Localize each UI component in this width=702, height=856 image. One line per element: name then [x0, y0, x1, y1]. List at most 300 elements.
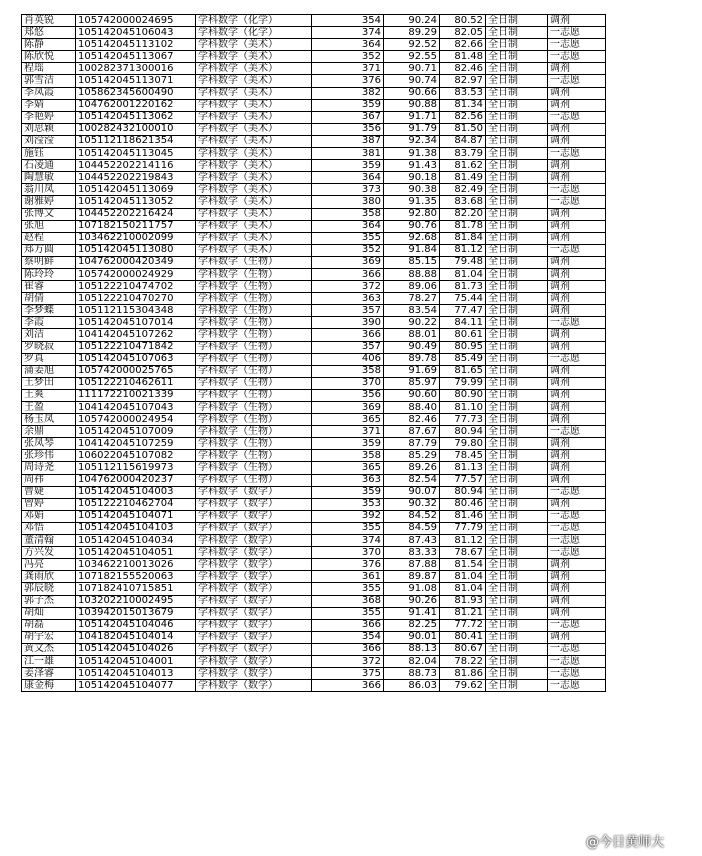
retest-score-cell: 85.15 — [384, 256, 440, 268]
retest-score-cell: 91.71 — [384, 111, 440, 123]
admission-type-cell: 调剂 — [548, 123, 606, 135]
study-mode-cell: 全日制 — [486, 87, 548, 99]
name-cell: 王梦田 — [22, 377, 76, 389]
total-score-cell: 80.61 — [440, 329, 486, 341]
admission-type-cell: 一志愿 — [548, 39, 606, 51]
major-cell: 学科数学（生物） — [196, 474, 312, 486]
retest-score-cell: 89.06 — [384, 281, 440, 293]
major-cell: 学科数学（生物） — [196, 268, 312, 280]
retest-score-cell: 87.67 — [384, 426, 440, 438]
major-cell: 学科数学（美术） — [196, 111, 312, 123]
admission-type-cell: 调剂 — [548, 595, 606, 607]
table-row — [22, 123, 606, 135]
study-mode-cell: 全日制 — [486, 15, 548, 27]
major-cell: 学科数学（生物） — [196, 293, 312, 305]
prelim-score-cell: 357 — [312, 305, 384, 317]
total-score-cell: 83.68 — [440, 196, 486, 208]
prelim-score-cell: 366 — [312, 619, 384, 631]
prelim-score-cell: 359 — [312, 99, 384, 111]
exam-id-cell: 100282371300016 — [76, 63, 196, 75]
table-row — [22, 680, 606, 692]
prelim-score-cell: 371 — [312, 63, 384, 75]
total-score-cell: 82.49 — [440, 184, 486, 196]
total-score-cell: 80.95 — [440, 341, 486, 353]
total-score-cell: 80.52 — [440, 15, 486, 27]
study-mode-cell: 全日制 — [486, 317, 548, 329]
exam-id-cell: 107182150211757 — [76, 220, 196, 232]
study-mode-cell: 全日制 — [486, 148, 548, 160]
exam-id-cell: 104142045107043 — [76, 402, 196, 414]
major-cell: 学科数学（生物） — [196, 365, 312, 377]
admission-type-cell: 一志愿 — [548, 547, 606, 559]
major-cell: 学科数学（美术） — [196, 123, 312, 135]
exam-id-cell: 105742000024954 — [76, 414, 196, 426]
prelim-score-cell: 374 — [312, 535, 384, 547]
admission-type-cell: 调剂 — [548, 220, 606, 232]
major-cell: 学科数学（数学） — [196, 655, 312, 667]
total-score-cell: 81.62 — [440, 160, 486, 172]
retest-score-cell: 78.27 — [384, 293, 440, 305]
study-mode-cell: 全日制 — [486, 680, 548, 692]
exam-id-cell: 105142045113062 — [76, 111, 196, 123]
table-row — [22, 232, 606, 244]
major-cell: 学科数学（美术） — [196, 87, 312, 99]
prelim-score-cell: 354 — [312, 15, 384, 27]
exam-id-cell: 104142045107259 — [76, 438, 196, 450]
name-cell: 周诗尧 — [22, 462, 76, 474]
total-score-cell: 80.67 — [440, 643, 486, 655]
total-score-cell: 77.79 — [440, 522, 486, 534]
table-row — [22, 244, 606, 256]
retest-score-cell: 92.68 — [384, 232, 440, 244]
name-cell: 王盈 — [22, 402, 76, 414]
retest-score-cell: 85.29 — [384, 450, 440, 462]
admission-type-cell: 调剂 — [548, 305, 606, 317]
study-mode-cell: 全日制 — [486, 232, 548, 244]
admission-type-cell: 调剂 — [548, 474, 606, 486]
total-score-cell: 79.99 — [440, 377, 486, 389]
total-score-cell: 81.73 — [440, 281, 486, 293]
study-mode-cell: 全日制 — [486, 184, 548, 196]
study-mode-cell: 全日制 — [486, 668, 548, 680]
table-row — [22, 668, 606, 680]
study-mode-cell: 全日制 — [486, 643, 548, 655]
major-cell: 学科数学（数学） — [196, 631, 312, 643]
admission-type-cell: 调剂 — [548, 631, 606, 643]
retest-score-cell: 88.13 — [384, 643, 440, 655]
name-cell: 郑方圆 — [22, 244, 76, 256]
table-row — [22, 450, 606, 462]
table-row — [22, 583, 606, 595]
major-cell: 学科数学（数学） — [196, 680, 312, 692]
table-row — [22, 63, 606, 75]
admission-type-cell: 一志愿 — [548, 535, 606, 547]
admission-type-cell: 调剂 — [548, 15, 606, 27]
table-row — [22, 75, 606, 87]
exam-id-cell: 105112118621354 — [76, 135, 196, 147]
exam-id-cell: 105142045113080 — [76, 244, 196, 256]
admission-type-cell: 调剂 — [548, 256, 606, 268]
major-cell: 学科数学（数学） — [196, 547, 312, 559]
major-cell: 学科数学（美术） — [196, 51, 312, 63]
study-mode-cell: 全日制 — [486, 426, 548, 438]
total-score-cell: 79.62 — [440, 680, 486, 692]
admission-type-cell: 一志愿 — [548, 148, 606, 160]
name-cell: 冯亮 — [22, 559, 76, 571]
table-row — [22, 571, 606, 583]
study-mode-cell: 全日制 — [486, 583, 548, 595]
prelim-score-cell: 374 — [312, 27, 384, 39]
name-cell: 石凌通 — [22, 160, 76, 172]
study-mode-cell: 全日制 — [486, 196, 548, 208]
admission-type-cell: 调剂 — [548, 135, 606, 147]
total-score-cell: 81.04 — [440, 268, 486, 280]
exam-id-cell: 105142045104001 — [76, 655, 196, 667]
exam-id-cell: 103942015013679 — [76, 607, 196, 619]
study-mode-cell: 全日制 — [486, 438, 548, 450]
retest-score-cell: 84.59 — [384, 522, 440, 534]
total-score-cell: 77.73 — [440, 414, 486, 426]
retest-score-cell: 88.73 — [384, 668, 440, 680]
table-row — [22, 377, 606, 389]
study-mode-cell: 全日制 — [486, 486, 548, 498]
exam-id-cell: 105142045107063 — [76, 353, 196, 365]
total-score-cell: 78.67 — [440, 547, 486, 559]
name-cell: 赵程 — [22, 232, 76, 244]
total-score-cell: 81.93 — [440, 595, 486, 607]
major-cell: 学科数学（数学） — [196, 595, 312, 607]
admission-type-cell: 调剂 — [548, 365, 606, 377]
major-cell: 学科数学（生物） — [196, 450, 312, 462]
table-row — [22, 293, 606, 305]
exam-id-cell: 104452202219843 — [76, 172, 196, 184]
name-cell: 邓娟 — [22, 510, 76, 522]
admission-type-cell: 调剂 — [548, 571, 606, 583]
table-row — [22, 462, 606, 474]
name-cell: 陈欣悦 — [22, 51, 76, 63]
major-cell: 学科数学（生物） — [196, 305, 312, 317]
name-cell: 李婧 — [22, 99, 76, 111]
table-row — [22, 438, 606, 450]
exam-id-cell: 103202210002495 — [76, 595, 196, 607]
total-score-cell: 77.47 — [440, 305, 486, 317]
exam-id-cell: 105142045113102 — [76, 39, 196, 51]
table-row — [22, 27, 606, 39]
study-mode-cell: 全日制 — [486, 39, 548, 51]
prelim-score-cell: 353 — [312, 498, 384, 510]
admission-type-cell: 调剂 — [548, 208, 606, 220]
name-cell: 董清翰 — [22, 535, 76, 547]
total-score-cell: 82.05 — [440, 27, 486, 39]
table-row — [22, 402, 606, 414]
admission-type-cell: 一志愿 — [548, 27, 606, 39]
total-score-cell: 81.84 — [440, 232, 486, 244]
exam-id-cell: 104142045107262 — [76, 329, 196, 341]
name-cell: 余鼎 — [22, 426, 76, 438]
admission-type-cell: 一志愿 — [548, 680, 606, 692]
retest-score-cell: 86.03 — [384, 680, 440, 692]
name-cell: 李凤霞 — [22, 87, 76, 99]
name-cell: 郑悠 — [22, 27, 76, 39]
total-score-cell: 81.54 — [440, 559, 486, 571]
exam-id-cell: 106022045107082 — [76, 450, 196, 462]
retest-score-cell: 91.84 — [384, 244, 440, 256]
admission-type-cell: 调剂 — [548, 329, 606, 341]
study-mode-cell: 全日制 — [486, 631, 548, 643]
major-cell: 学科数学（美术） — [196, 220, 312, 232]
name-cell: 蒲姜旭 — [22, 365, 76, 377]
name-cell: 张旭 — [22, 220, 76, 232]
name-cell: 胡倩 — [22, 293, 76, 305]
table-row — [22, 111, 606, 123]
prelim-score-cell: 364 — [312, 220, 384, 232]
admission-type-cell: 一志愿 — [548, 426, 606, 438]
prelim-score-cell: 366 — [312, 680, 384, 692]
retest-score-cell: 89.87 — [384, 571, 440, 583]
study-mode-cell: 全日制 — [486, 498, 548, 510]
exam-id-cell: 104762000420349 — [76, 256, 196, 268]
study-mode-cell: 全日制 — [486, 402, 548, 414]
major-cell: 学科数学（生物） — [196, 317, 312, 329]
table-row — [22, 148, 606, 160]
admission-type-cell: 调剂 — [548, 293, 606, 305]
admission-type-cell: 一志愿 — [548, 668, 606, 680]
total-score-cell: 81.12 — [440, 535, 486, 547]
prelim-score-cell: 372 — [312, 655, 384, 667]
table-row — [22, 426, 606, 438]
name-cell: 陶慧敏 — [22, 172, 76, 184]
retest-score-cell: 92.55 — [384, 51, 440, 63]
major-cell: 学科数学（美术） — [196, 135, 312, 147]
admission-type-cell: 一志愿 — [548, 522, 606, 534]
retest-score-cell: 91.43 — [384, 160, 440, 172]
study-mode-cell: 全日制 — [486, 547, 548, 559]
prelim-score-cell: 367 — [312, 111, 384, 123]
total-score-cell: 82.56 — [440, 111, 486, 123]
major-cell: 学科数学（美术） — [196, 208, 312, 220]
name-cell: 肖英锐 — [22, 15, 76, 27]
table-row — [22, 559, 606, 571]
retest-score-cell: 88.01 — [384, 329, 440, 341]
name-cell: 崔睿 — [22, 281, 76, 293]
admission-type-cell: 一志愿 — [548, 655, 606, 667]
retest-score-cell: 84.52 — [384, 510, 440, 522]
name-cell: 蔡明鲜 — [22, 256, 76, 268]
study-mode-cell: 全日制 — [486, 244, 548, 256]
prelim-score-cell: 368 — [312, 595, 384, 607]
admission-type-cell: 调剂 — [548, 377, 606, 389]
exam-id-cell: 105142045113071 — [76, 75, 196, 87]
exam-id-cell: 100282432100010 — [76, 123, 196, 135]
study-mode-cell: 全日制 — [486, 474, 548, 486]
study-mode-cell: 全日制 — [486, 111, 548, 123]
exam-id-cell: 105142045104051 — [76, 547, 196, 559]
exam-id-cell: 105142045104071 — [76, 510, 196, 522]
study-mode-cell: 全日制 — [486, 353, 548, 365]
study-mode-cell: 全日制 — [486, 329, 548, 341]
prelim-score-cell: 381 — [312, 148, 384, 160]
table-row — [22, 172, 606, 184]
retest-score-cell: 87.43 — [384, 535, 440, 547]
admission-type-cell: 一志愿 — [548, 510, 606, 522]
total-score-cell: 81.21 — [440, 607, 486, 619]
prelim-score-cell: 364 — [312, 39, 384, 51]
retest-score-cell: 89.26 — [384, 462, 440, 474]
retest-score-cell: 89.29 — [384, 27, 440, 39]
major-cell: 学科数学（数学） — [196, 643, 312, 655]
major-cell: 学科数学（数学） — [196, 619, 312, 631]
prelim-score-cell: 358 — [312, 450, 384, 462]
admission-type-cell: 一志愿 — [548, 51, 606, 63]
major-cell: 学科数学（生物） — [196, 281, 312, 293]
table-row — [22, 510, 606, 522]
table-row — [22, 389, 606, 401]
exam-id-cell: 104762000420237 — [76, 474, 196, 486]
major-cell: 学科数学（数学） — [196, 522, 312, 534]
exam-id-cell: 105122210470270 — [76, 293, 196, 305]
retest-score-cell: 90.01 — [384, 631, 440, 643]
exam-id-cell: 105142045113045 — [76, 148, 196, 160]
admission-type-cell: 调剂 — [548, 462, 606, 474]
prelim-score-cell: 371 — [312, 426, 384, 438]
major-cell: 学科数学（化学） — [196, 15, 312, 27]
admission-type-cell: 一志愿 — [548, 317, 606, 329]
study-mode-cell: 全日制 — [486, 281, 548, 293]
prelim-score-cell: 390 — [312, 317, 384, 329]
study-mode-cell: 全日制 — [486, 559, 548, 571]
table-row — [22, 643, 606, 655]
admission-table — [21, 14, 606, 692]
study-mode-cell: 全日制 — [486, 619, 548, 631]
major-cell: 学科数学（生物） — [196, 353, 312, 365]
exam-id-cell: 104762001220162 — [76, 99, 196, 111]
study-mode-cell: 全日制 — [486, 208, 548, 220]
total-score-cell: 84.11 — [440, 317, 486, 329]
retest-score-cell: 90.26 — [384, 595, 440, 607]
table-row — [22, 595, 606, 607]
name-cell: 胡宇宏 — [22, 631, 76, 643]
name-cell: 曾婷 — [22, 498, 76, 510]
retest-score-cell: 90.22 — [384, 317, 440, 329]
name-cell: 张博文 — [22, 208, 76, 220]
table-row — [22, 15, 606, 27]
prelim-score-cell: 370 — [312, 547, 384, 559]
major-cell: 学科数学（美术） — [196, 160, 312, 172]
table-row — [22, 655, 606, 667]
total-score-cell: 80.94 — [440, 426, 486, 438]
exam-id-cell: 107182410715851 — [76, 583, 196, 595]
major-cell: 学科数学（数学） — [196, 535, 312, 547]
prelim-score-cell: 406 — [312, 353, 384, 365]
table-row — [22, 135, 606, 147]
study-mode-cell: 全日制 — [486, 63, 548, 75]
prelim-score-cell: 369 — [312, 402, 384, 414]
admission-type-cell: 调剂 — [548, 559, 606, 571]
name-cell: 张凤琴 — [22, 438, 76, 450]
major-cell: 学科数学（美术） — [196, 39, 312, 51]
exam-id-cell: 105142045104046 — [76, 619, 196, 631]
retest-score-cell: 91.69 — [384, 365, 440, 377]
name-cell: 胡磊 — [22, 619, 76, 631]
name-cell: 龚雨欣 — [22, 571, 76, 583]
total-score-cell: 82.46 — [440, 63, 486, 75]
name-cell: 刘滢滢 — [22, 135, 76, 147]
name-cell: 郭辰晓 — [22, 583, 76, 595]
prelim-score-cell: 356 — [312, 123, 384, 135]
total-score-cell: 81.65 — [440, 365, 486, 377]
admission-type-cell: 调剂 — [548, 498, 606, 510]
major-cell: 学科数学（美术） — [196, 196, 312, 208]
retest-score-cell: 88.40 — [384, 402, 440, 414]
admission-type-cell: 调剂 — [548, 232, 606, 244]
table-row — [22, 329, 606, 341]
retest-score-cell: 90.24 — [384, 15, 440, 27]
major-cell: 学科数学（数学） — [196, 498, 312, 510]
exam-id-cell: 104452202214116 — [76, 160, 196, 172]
exam-id-cell: 105142045107009 — [76, 426, 196, 438]
prelim-score-cell: 372 — [312, 281, 384, 293]
table-row — [22, 607, 606, 619]
retest-score-cell: 82.54 — [384, 474, 440, 486]
major-cell: 学科数学（生物） — [196, 462, 312, 474]
exam-id-cell: 105142045113067 — [76, 51, 196, 63]
admission-type-cell: 调剂 — [548, 341, 606, 353]
retest-score-cell: 87.88 — [384, 559, 440, 571]
prelim-score-cell: 380 — [312, 196, 384, 208]
table-row — [22, 39, 606, 51]
total-score-cell: 81.48 — [440, 51, 486, 63]
study-mode-cell: 全日制 — [486, 535, 548, 547]
total-score-cell: 80.90 — [440, 389, 486, 401]
table-row — [22, 220, 606, 232]
study-mode-cell: 全日制 — [486, 450, 548, 462]
prelim-score-cell: 352 — [312, 51, 384, 63]
prelim-score-cell: 382 — [312, 87, 384, 99]
prelim-score-cell: 354 — [312, 631, 384, 643]
study-mode-cell: 全日制 — [486, 160, 548, 172]
total-score-cell: 80.41 — [440, 631, 486, 643]
total-score-cell: 78.45 — [440, 450, 486, 462]
name-cell: 陈静 — [22, 39, 76, 51]
prelim-score-cell: 363 — [312, 474, 384, 486]
table-row — [22, 256, 606, 268]
table-row — [22, 631, 606, 643]
study-mode-cell: 全日制 — [486, 135, 548, 147]
admission-type-cell: 调剂 — [548, 583, 606, 595]
major-cell: 学科数学（美术） — [196, 63, 312, 75]
name-cell: 杨玉凤 — [22, 414, 76, 426]
admission-type-cell: 调剂 — [548, 389, 606, 401]
prelim-score-cell: 356 — [312, 389, 384, 401]
study-mode-cell: 全日制 — [486, 655, 548, 667]
study-mode-cell: 全日制 — [486, 75, 548, 87]
prelim-score-cell: 370 — [312, 377, 384, 389]
study-mode-cell: 全日制 — [486, 462, 548, 474]
admission-type-cell: 调剂 — [548, 160, 606, 172]
admission-type-cell: 一志愿 — [548, 643, 606, 655]
total-score-cell: 85.49 — [440, 353, 486, 365]
admission-type-cell: 一志愿 — [548, 196, 606, 208]
exam-id-cell: 105862345600490 — [76, 87, 196, 99]
table-row — [22, 522, 606, 534]
prelim-score-cell: 358 — [312, 365, 384, 377]
table-row — [22, 486, 606, 498]
study-mode-cell: 全日制 — [486, 522, 548, 534]
name-cell: 刘洁 — [22, 329, 76, 341]
admission-type-cell: 调剂 — [548, 450, 606, 462]
major-cell: 学科数学（美术） — [196, 75, 312, 87]
table-row — [22, 99, 606, 111]
